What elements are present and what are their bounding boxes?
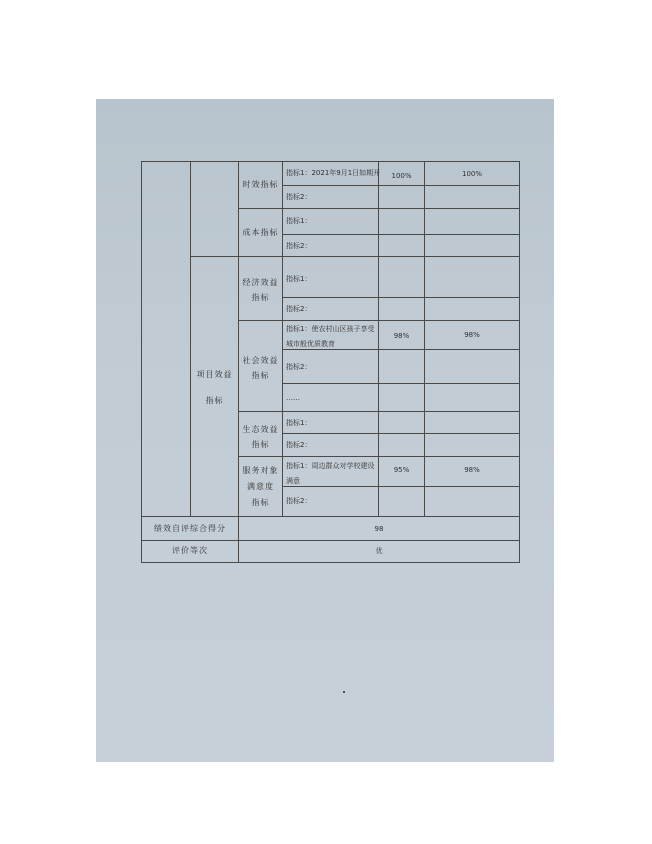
indicator-score: 98% [464, 331, 480, 339]
category-label: 指标 [251, 371, 270, 380]
category-label: 满意度 [247, 482, 274, 491]
table-line [141, 161, 142, 562]
table-line [141, 161, 520, 162]
group-label: 项目效益 [196, 370, 233, 379]
indicator-text: 指标1：2021年9月1日如期开 [286, 169, 381, 177]
table-line [238, 320, 520, 321]
grade-label: 评价等次 [172, 546, 208, 555]
indicator-text: 满意 [286, 477, 300, 485]
table-line [190, 256, 520, 257]
indicator-text: 指标2： [286, 305, 312, 313]
table-line [238, 411, 520, 412]
table-line [190, 161, 191, 516]
indicator-text: 指标2： [286, 363, 312, 371]
total-score-value: 98 [374, 525, 384, 533]
table-line [141, 540, 520, 541]
group-label: 指标 [205, 396, 224, 405]
table-line [282, 349, 520, 350]
table-line [282, 161, 283, 516]
indicator-text: 指标2： [286, 441, 312, 449]
indicator-text: 指标1： [286, 275, 312, 283]
table-line [282, 185, 520, 186]
indicator-text: 指标1：使农村山区孩子享受 [286, 325, 375, 333]
indicator-score: 100% [461, 170, 482, 178]
indicator-text: 指标2： [286, 193, 312, 201]
indicator-text: 指标1： [286, 419, 312, 427]
category-label: 生态效益 [242, 425, 279, 434]
category-label: 服务对象 [242, 466, 279, 475]
table-line [282, 383, 520, 384]
table-line [282, 433, 520, 434]
indicator-text: 指标1： [286, 217, 312, 225]
total-score-label: 绩效自评综合得分 [154, 524, 226, 533]
indicator-text: 指标2： [286, 242, 312, 250]
category-label: 成本指标 [242, 228, 279, 237]
table-line [141, 516, 520, 517]
indicator-text: …… [286, 394, 300, 402]
category-label: 指标 [251, 440, 270, 449]
table-line [141, 562, 520, 563]
category-label: 指标 [251, 293, 270, 302]
table-line [238, 456, 520, 457]
indicator-score: 98% [464, 466, 480, 474]
category-label: 经济效益 [242, 278, 279, 287]
table-line [282, 486, 520, 487]
paper-speck [343, 691, 345, 693]
indicator-value: 95% [393, 466, 410, 474]
indicator-text: 指标1：周边群众对学校建设 [286, 462, 375, 470]
indicator-text: 指标2： [286, 497, 312, 505]
category-label: 指标 [251, 498, 270, 507]
table-line [282, 297, 520, 298]
indicator-value: 100% [391, 172, 412, 180]
category-label: 社会效益 [242, 356, 279, 365]
table-line [282, 234, 520, 235]
category-label: 时效指标 [242, 180, 279, 189]
table-line [519, 161, 520, 562]
grade-value: 优 [375, 547, 383, 555]
indicator-text: 城市般优质教育 [286, 340, 335, 348]
table-line [238, 208, 520, 209]
indicator-value: 98% [393, 332, 410, 340]
